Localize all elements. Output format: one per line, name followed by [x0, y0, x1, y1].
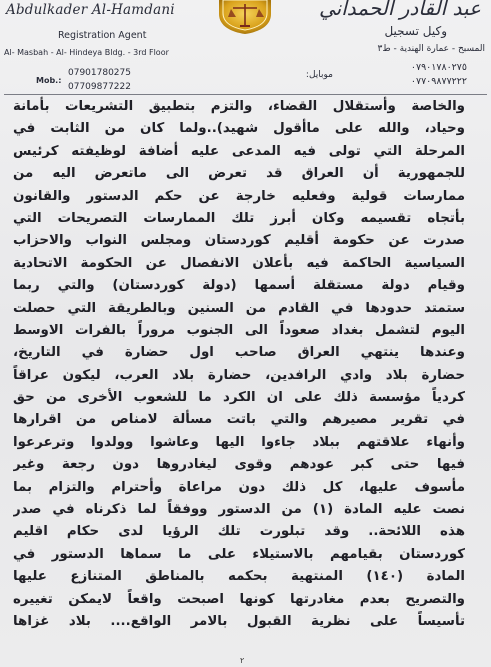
body-line: وحياد، والله على ماأقول شهيد)..ولما كان من الثابت في — [13, 121, 465, 137]
body-line: وعندها ينتهي العراق صاحب اول حضارة في التاريخ، — [13, 345, 465, 361]
body-line: للجمهورية أن العراق قد تعرض الى ماتعرض اليه من — [13, 166, 465, 182]
body-line: ممارسات قولية وفعليه خارجة عن حكم الدستور والقانون — [13, 188, 465, 204]
body-line: وأنهاء علاقتهم ببلاد جاءوا اليها وعاشوا وولدوا وترعرعوا — [13, 434, 465, 450]
body-line: والتصريح بعدم مغادرتها كونها اصبحت واقعاً لايمكن تغييره — [13, 591, 465, 607]
mobile-number-1-ar: ٠٧٩٠١٧٨٠٢٧٥ — [410, 62, 467, 73]
body-line: حضارة بلاد وادي الرافدين، حضارة بلاد العرب، ليكون عراقاً — [13, 367, 465, 383]
agent-name-en: Abdulkader Al-Hamdani — [6, 2, 175, 18]
body-line: السياسية الحاكمة فيه بأعلان الانفصال عن الحكومة الاتحادية — [13, 255, 465, 271]
page-number: ٢ — [240, 656, 245, 665]
mobile-label-ar: موبايل: — [305, 70, 333, 80]
agent-name-ar: عبد القادر الحمداني — [318, 0, 481, 20]
body-line: المرحلة التي تولى فيه المدعى عليه أضافة لوظيفته كرئيس — [13, 143, 465, 159]
agent-role-ar: وكيل تسجيل — [384, 24, 447, 38]
body-line: ستمتد حدودها في القادم من السنين وبالطريقة التي حصلت — [13, 300, 465, 316]
body-line: فيها حتى كبر عودهم وقوى ليغادروها دون رجعة وغير — [13, 457, 465, 473]
document-body — [13, 96, 465, 633]
body-line: والخاصة وأستقلال القضاء، والتزم بتطبيق التشريعات بأمانة — [13, 99, 465, 114]
agent-address-en: Al- Masbah - Al- Hindeya Bldg. - 3rd Floor — [4, 48, 169, 57]
body-line: اليوم لتشمل بغداد صعوداً الى الجنوب مروراً بالفرات الاوسط — [13, 322, 465, 338]
body-line: صدرت عن حكومة أقليم كوردستان ومجلس النواب والاحزاب — [13, 233, 465, 249]
mobile-number-2-ar: ٠٧٧٠٩٨٧٧٢٢٢ — [410, 76, 467, 87]
body-line: وقيام دولة مستقلة أسمها (دولة كوردستان) والتي ربما — [13, 278, 465, 294]
agent-role-en: Registration Agent — [58, 30, 147, 41]
agent-address-ar: المسبح - عمارة الهندية - ط٣ — [377, 44, 485, 54]
body-line: هذه اللائحة.. وقد تبلورت تلك الرؤيا لدى حكام اقليم — [13, 524, 465, 540]
body-line: في تقرير مصيرهم والتي باتت مسألة لامناص من اقرارها — [13, 412, 465, 428]
scales-of-justice-emblem-icon — [215, 0, 275, 34]
body-line: كوردستان بقيامهم بالاستيلاء على ما سماها الدستور في — [13, 546, 465, 562]
mobile-number-1-en: 07901780275 — [68, 68, 131, 78]
body-line: بأتجاه تقسيمه وكان أبرز تلك الممارسات التصريحات التي — [13, 210, 465, 226]
letterhead-english — [4, 2, 181, 92]
body-line: مأسوف عليها، كل ذلك دون مراعاة وأحترام والتزام بما — [13, 479, 465, 495]
mobile-number-2-en: 07709877222 — [68, 82, 131, 92]
letterhead-divider — [4, 94, 487, 95]
body-line: تأسيساً على نظرية القبول بالامر الواقع.... بلاد غزاها — [13, 613, 465, 629]
body-line: نصت عليه المادة (١) من الدستور ووفقاً لما ذكرناه في صدر — [13, 502, 465, 518]
mobile-label-en: Mob.: — [36, 76, 62, 85]
body-line: المادة (١٤٠) المنتهية بحكمه بالمناطق المتنازع عليها — [13, 569, 465, 585]
body-line: كردياً مؤسسة ذلك على ان الكرد ما للشعوب الأخرى من حق — [13, 390, 465, 406]
